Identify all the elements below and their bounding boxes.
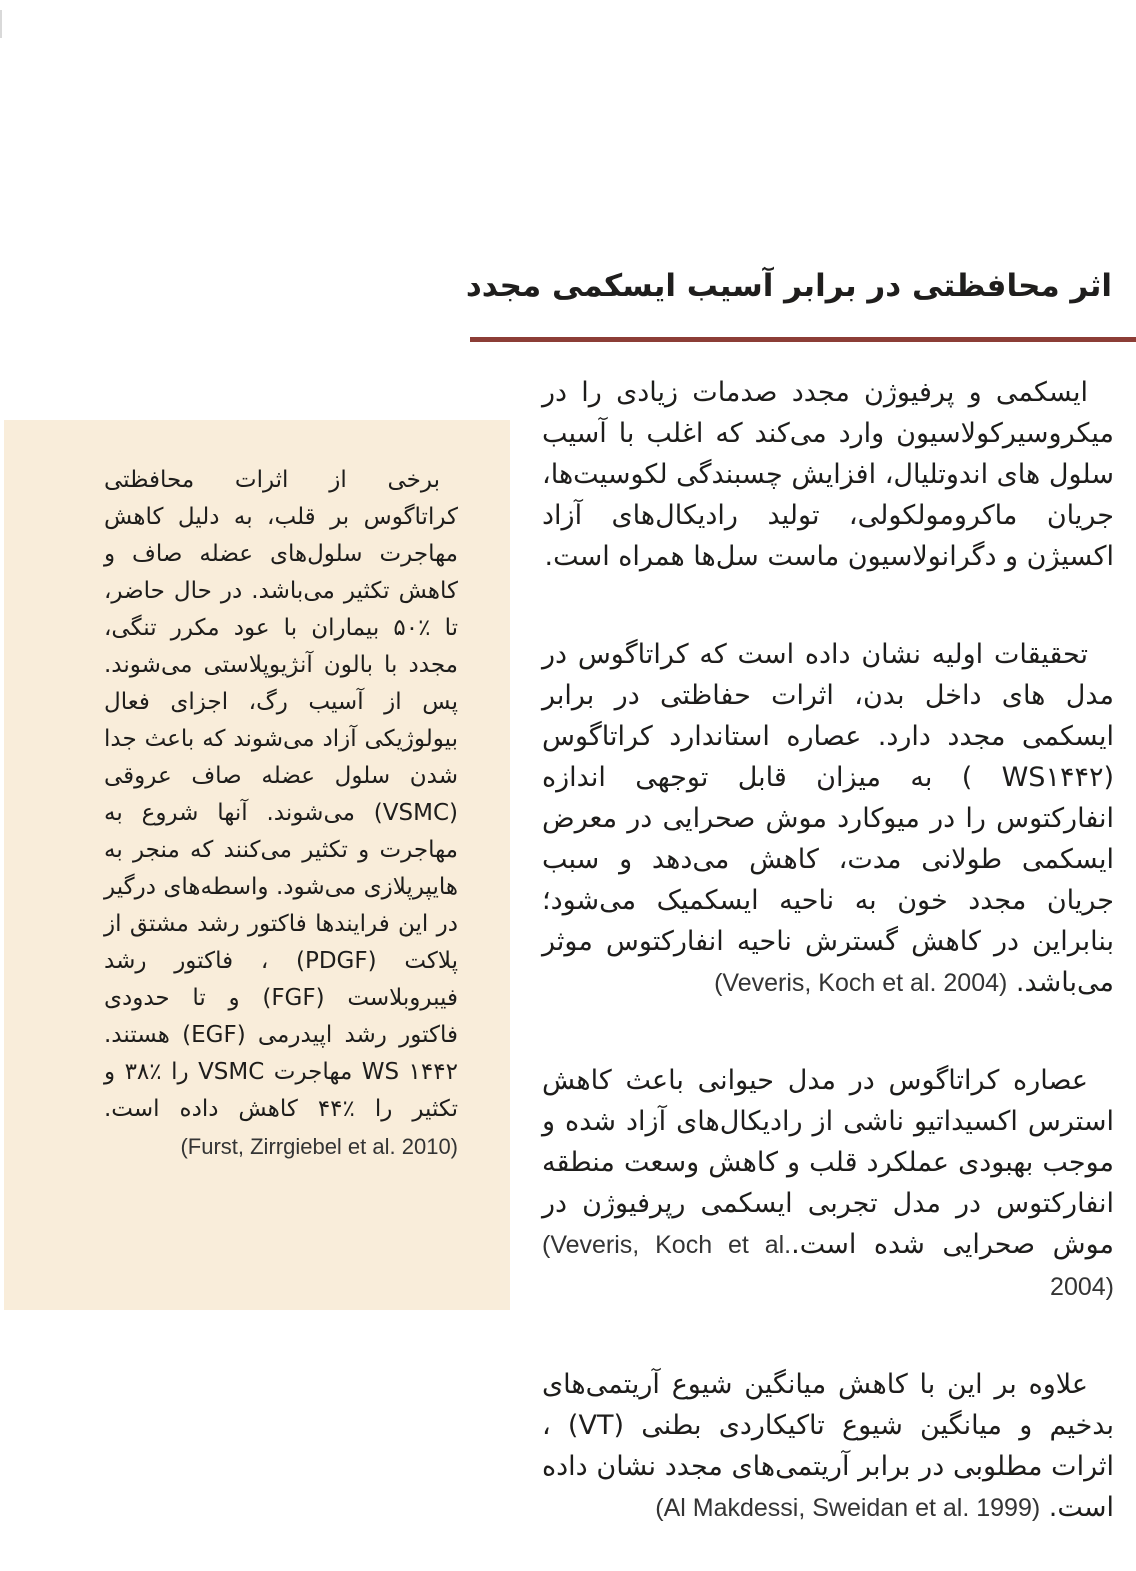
paragraph-text: علاوه بر این با کاهش میانگین شیوع آریتمی‌های بدخیم و میانگین شیوع تاکیکاردی بطنی (VT) ، اثرات مطلوبی در برابر آریتمی‌های مجدد نشان داده است. — [542, 1369, 1114, 1523]
page-edge-artifact — [0, 10, 2, 38]
main-column — [542, 372, 1114, 1571]
paragraph-text: تحقیقات اولیه نشان داده است که کراتاگوس در مدل های داخل بدن، اثرات حفاظتی در برابر ایسکمی مجدد دارد. عصاره استاندارد کراتاگوس (WS۱۴۴۲ ) به میزان قابل توجهی اندازه انفارکتوس را در میوکارد موش صحرایی در معرض ایسکمی طولانی مدت، کاهش می‌دهد و سبب جریان مجدد خون به ناحیه ایسکمیک می‌شود؛ بنابراین در کاهش گسترش ناحیه انفارکتوس موثر می‌باشد. — [542, 639, 1114, 998]
paragraph-crataegus-model — [542, 634, 1114, 1004]
pullquote-paragraph — [104, 462, 458, 1166]
citation: (Furst, Zirrgiebel et al. 2010) — [180, 1134, 458, 1159]
paragraph-oxidative-stress — [542, 1060, 1114, 1308]
paragraph-text: عصاره کراتاگوس در مدل حیوانی باعث کاهش استرس اکسیداتیو ناشی از رادیکال‌های آزاد شده و موجب بهبودی عملکرد قلب و کاهش وسعت منطقه انفارکتوس در مدل تجربی ایسکمی رپرفیوژن در موش صحرایی شده است. — [542, 1065, 1114, 1260]
citation: (Al Makdessi, Sweidan et al. 1999) — [655, 1494, 1041, 1522]
citation: (Veveris, Koch et al. 2004) — [542, 1231, 1114, 1301]
heading-rule-divider — [470, 337, 1136, 342]
pullquote-box — [4, 420, 510, 1310]
paragraph-text: ایسکمی و پرفیوژن مجدد صدمات زیادی را در میکروسیرکولاسیون وارد می‌کند که اغلب با آسیب سلول های اندوتلیال، افزایش چسبندگی لکوسیت‌ها، جریان ماکرومولکولی، تولید رادیکال‌های آزاد اکسیژن و دگرانولاسیون ماست سل‌ها همراه است. — [542, 377, 1114, 572]
paragraph-arrhythmia — [542, 1364, 1114, 1529]
citation: (Veveris, Koch et al. 2004) — [714, 969, 1008, 997]
paragraph-ischemia-intro — [542, 372, 1114, 578]
pullquote-text: برخی از اثرات محافظتی کراتاگوس بر قلب، به دلیل کاهش مهاجرت سلول‌های عضله صاف و کاهش تکثیر می‌باشد. در حال حاضر، تا ٪۵۰ بیماران با عود مکرر تنگی، مجدد با بالون آنژیوپلاستی می‌شوند. پس از آسیب رگ، اجزای فعال بیولوژیکی آزاد می‌شوند که باعث جدا شدن سلول عضله صاف عروقی (VSMC) می‌شوند. آنها شروع به مهاجرت و تکثیر می‌کنند که منجر به هایپرپلازی می‌شود. واسطه‌های درگیر در این فرایندها فاکتور رشد مشتق از پلاکت (PDGF) ، فاکتور رشد فیبروبلاست (FGF) و تا حدودی فاکتور رشد اپیدرمی (EGF) هستند. WS ۱۴۴۲ مهاجرت VSMC را ٪۳۸ و تکثیر را ٪۴۴ کاهش داده است. — [104, 467, 458, 1122]
section-heading: اثر محافظتی در برابر آسیب ایسکمی مجدد — [465, 268, 1112, 304]
